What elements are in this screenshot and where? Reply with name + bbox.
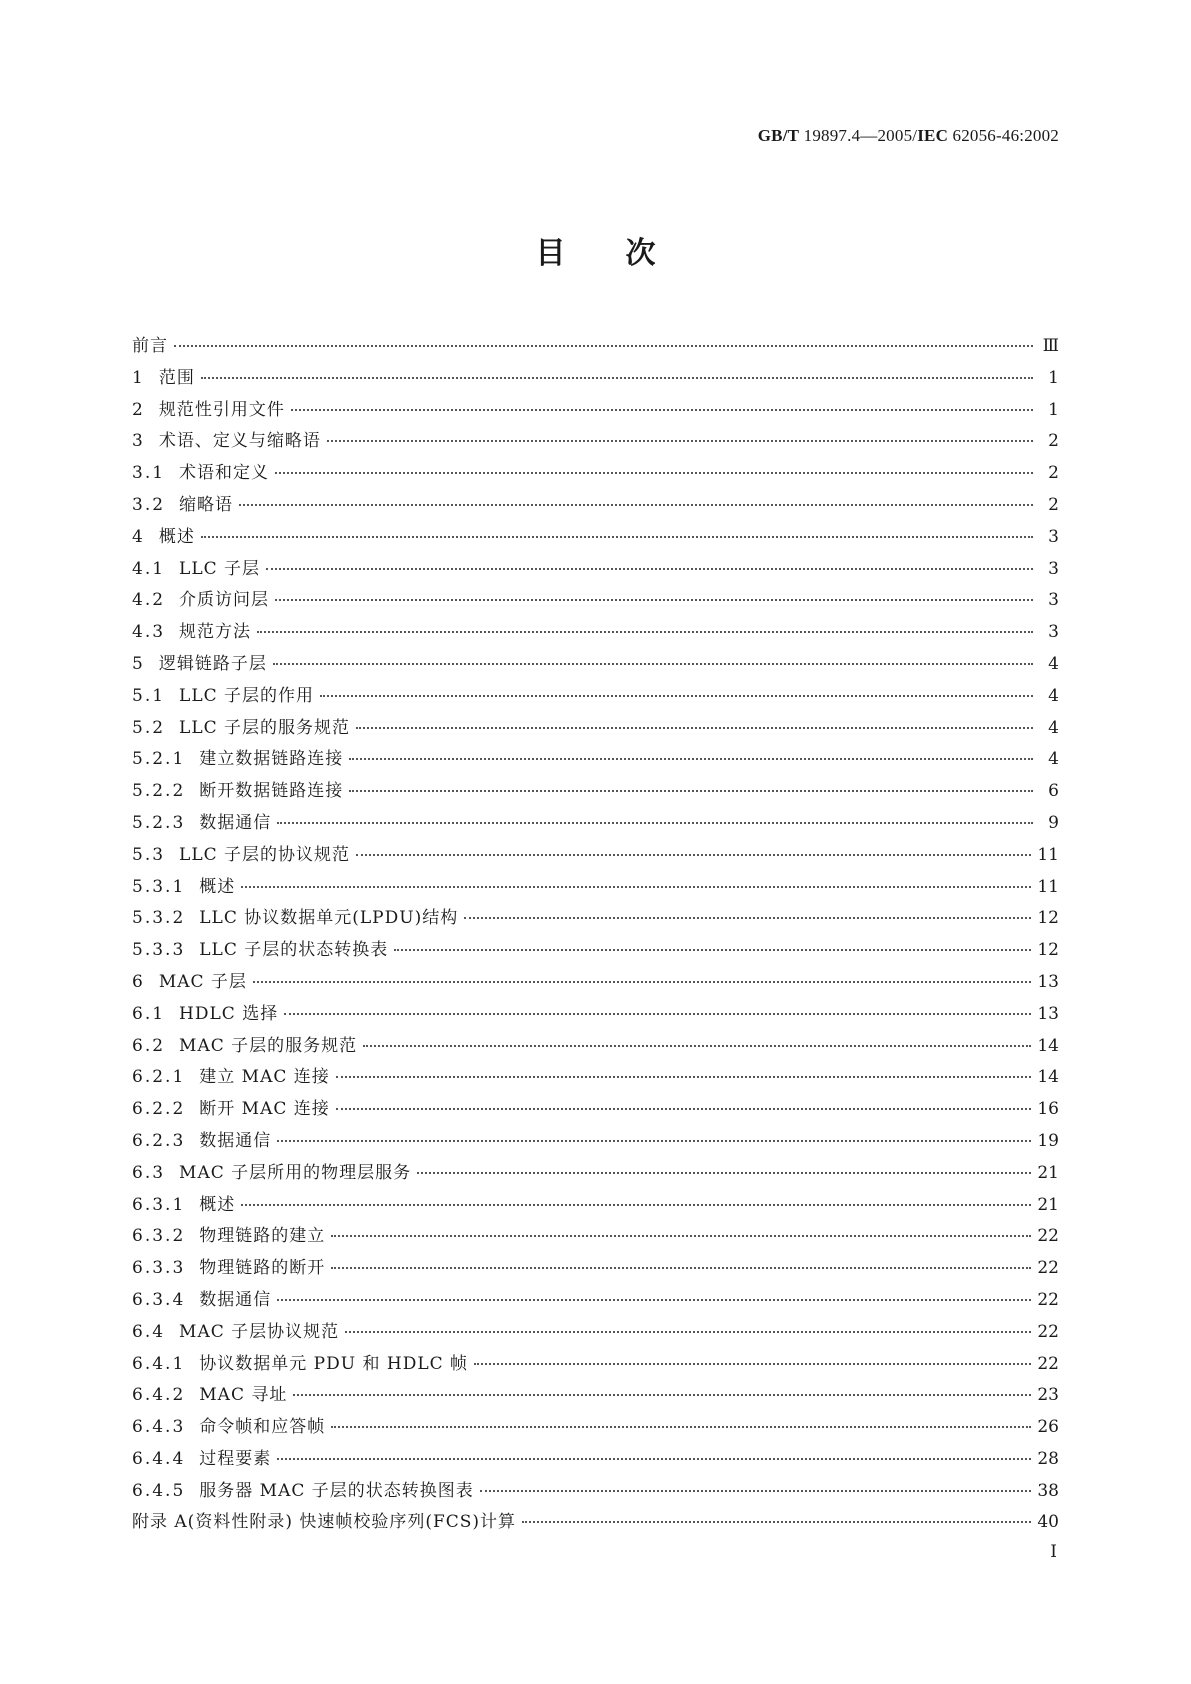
toc-entry-number: 6.2.2: [132, 1099, 186, 1120]
toc-entry-number: 3: [132, 431, 145, 452]
toc-entry-page: 28: [1037, 1448, 1059, 1469]
toc-entry-number: 6.4.1: [132, 1353, 186, 1374]
toc-entry-title: HDLC 选择: [179, 1003, 279, 1024]
toc-entry-title: MAC 子层协议规范: [179, 1321, 340, 1342]
toc-entry-title: 概述: [158, 526, 195, 547]
toc-entry-number: 6.1: [132, 1003, 166, 1024]
toc-entry-number: 3.1: [132, 463, 166, 484]
toc-entry-number: 6.2.3: [132, 1130, 186, 1151]
toc-dot-leader: [349, 740, 1033, 760]
toc-entry-title: MAC 子层的服务规范: [179, 1035, 358, 1056]
toc-entry-number: 1: [132, 367, 145, 388]
toc-entry-title: 概述: [199, 1194, 236, 1215]
toc-dot-leader: [277, 1281, 1031, 1301]
toc-entry-title: 物理链路的断开: [199, 1258, 326, 1279]
toc-entry-title: 概述: [199, 876, 236, 897]
toc-entry-title: 建立 MAC 连接: [199, 1067, 330, 1088]
toc-entry-number: 4.2: [132, 590, 166, 611]
toc-entry-number: 5.1: [132, 685, 166, 706]
toc-entry-title: 介质访问层: [179, 590, 270, 611]
toc-entry-title: LLC 子层的协议规范: [179, 844, 351, 865]
toc-dot-leader: [522, 1503, 1031, 1523]
toc-entry-page: 2: [1048, 463, 1059, 484]
toc-entry-number: 6.3.3: [132, 1258, 186, 1279]
toc-entry-title: MAC 子层所用的物理层服务: [179, 1162, 412, 1183]
toc-dot-leader: [356, 836, 1031, 856]
toc-entry-page: 14: [1037, 1035, 1059, 1056]
toc-entry[interactable]: [132, 1507, 1059, 1539]
toc-entry-number: 5.2.2: [132, 781, 186, 802]
toc-entry-title: 术语和定义: [179, 463, 270, 484]
toc-entry-page: 38: [1037, 1480, 1059, 1501]
toc-entry-page: 11: [1037, 876, 1059, 897]
toc-entry-page: Ⅲ: [1042, 336, 1059, 356]
toc-dot-leader: [174, 327, 1033, 347]
toc-entry-title: LLC 协议数据单元(LPDU)结构: [199, 908, 459, 929]
toc-dot-leader: [331, 1408, 1031, 1428]
toc-entry-page: 22: [1037, 1226, 1059, 1247]
toc-entry-page: 40: [1037, 1512, 1059, 1533]
toc-entry-number: 5: [132, 653, 145, 674]
toc-entry-number: 6.2.1: [132, 1067, 186, 1088]
toc-entry-page: 1: [1048, 367, 1059, 388]
standard-code: [758, 126, 1059, 146]
toc-entry-title: 前言: [132, 336, 168, 356]
toc-entry-page: 3: [1048, 590, 1059, 611]
toc-entry-number: 5.3.2: [132, 908, 186, 929]
toc-entry-page: 1: [1048, 399, 1059, 420]
standard-code-number: 19897.4—2005/: [799, 126, 918, 145]
toc-entry-number: 5.2: [132, 717, 166, 738]
toc-entry-page: 3: [1048, 622, 1059, 643]
toc-entry-page: 23: [1037, 1385, 1059, 1406]
toc-entry-number: 5.3.1: [132, 876, 186, 897]
toc-dot-leader: [277, 1122, 1031, 1142]
toc-entry-title: 命令帧和应答帧: [199, 1417, 326, 1438]
toc-entry-number: 5.3: [132, 844, 166, 865]
table-of-contents: [132, 331, 1059, 1539]
toc-entry-page: 11: [1037, 844, 1059, 865]
standard-code-prefix: GB/T: [757, 126, 800, 145]
toc-entry-number: 4: [132, 526, 145, 547]
toc-entry-title: 建立数据链路连接: [199, 749, 344, 770]
toc-dot-leader: [320, 677, 1033, 697]
toc-entry-title: 协议数据单元 PDU 和 HDLC 帧: [199, 1353, 469, 1374]
toc-dot-leader: [327, 422, 1033, 442]
toc-dot-leader: [363, 1027, 1031, 1047]
toc-entry-page: 22: [1037, 1289, 1059, 1310]
toc-dot-leader: [277, 1440, 1031, 1460]
toc-entry-number: 5.2.3: [132, 812, 186, 833]
toc-entry-number: 2: [132, 399, 145, 420]
toc-entry-title: 缩略语: [179, 494, 234, 515]
toc-entry-title: 逻辑链路子层: [158, 653, 267, 674]
toc-entry-page: 9: [1048, 812, 1059, 833]
toc-entry-number: 6.4.2: [132, 1385, 186, 1406]
toc-entry-page: 4: [1048, 717, 1059, 738]
toc-entry-page: 3: [1048, 558, 1059, 579]
toc-entry-title: 附录 A(资料性附录) 快速帧校验序列(FCS)计算: [132, 1512, 517, 1533]
toc-entry-page: 14: [1037, 1067, 1059, 1088]
toc-dot-leader: [356, 709, 1033, 729]
toc-dot-leader: [201, 518, 1033, 538]
toc-dot-leader: [241, 868, 1031, 888]
toc-entry-title: MAC 寻址: [199, 1385, 288, 1406]
toc-dot-leader: [417, 1154, 1031, 1174]
toc-entry-title: 过程要素: [199, 1448, 272, 1469]
toc-entry-page: 4: [1048, 685, 1059, 706]
toc-entry-number: 4.3: [132, 622, 166, 643]
toc-entry-title: LLC 子层的服务规范: [179, 717, 351, 738]
toc-entry-title: 数据通信: [199, 1130, 272, 1151]
toc-dot-leader: [277, 804, 1033, 824]
toc-entry-page: 13: [1037, 971, 1059, 992]
toc-entry-title: 范围: [158, 367, 195, 388]
page-number: I: [1050, 1542, 1057, 1562]
toc-entry-page: 21: [1037, 1194, 1059, 1215]
toc-dot-leader: [266, 550, 1033, 570]
toc-entry-title: 规范方法: [179, 622, 252, 643]
toc-entry-title: LLC 子层的作用: [179, 685, 315, 706]
toc-dot-leader: [239, 486, 1033, 506]
toc-entry-page: 16: [1037, 1099, 1059, 1120]
toc-dot-leader: [275, 581, 1033, 601]
toc-entry-page: 22: [1037, 1353, 1059, 1374]
toc-entry-number: 6.2: [132, 1035, 166, 1056]
toc-entry-title: 数据通信: [199, 1289, 272, 1310]
toc-dot-leader: [474, 1345, 1031, 1365]
toc-entry-page: 13: [1037, 1003, 1059, 1024]
toc-entry-page: 26: [1037, 1417, 1059, 1438]
toc-dot-leader: [275, 454, 1033, 474]
toc-entry-number: 6.4: [132, 1321, 166, 1342]
toc-entry-title: MAC 子层: [158, 971, 247, 992]
toc-entry-number: 6.3.2: [132, 1226, 186, 1247]
toc-entry-page: 2: [1048, 431, 1059, 452]
toc-entry-title: 服务器 MAC 子层的状态转换图表: [199, 1480, 474, 1501]
toc-entry-page: 4: [1048, 653, 1059, 674]
standard-code-iec-number: 62056-46:2002: [948, 126, 1059, 145]
toc-entry-page: 22: [1037, 1321, 1059, 1342]
toc-dot-leader: [273, 645, 1033, 665]
toc-dot-leader: [293, 1376, 1031, 1396]
toc-dot-leader: [331, 1249, 1031, 1269]
toc-entry-number: 6: [132, 971, 145, 992]
toc-entry-title: 术语、定义与缩略语: [158, 431, 321, 452]
toc-dot-leader: [394, 931, 1031, 951]
standard-code-iec: IEC: [917, 126, 949, 145]
toc-entry-number: 4.1: [132, 558, 166, 579]
toc-dot-leader: [257, 613, 1033, 633]
toc-entry-number: 6.4.3: [132, 1417, 186, 1438]
toc-entry-number: 6.3.1: [132, 1194, 186, 1215]
toc-entry-page: 3: [1048, 526, 1059, 547]
toc-entry-title: 断开数据链路连接: [199, 781, 344, 802]
toc-entry-number: 5.3.3: [132, 940, 186, 961]
toc-entry-title: 数据通信: [199, 812, 272, 833]
toc-dot-leader: [336, 1090, 1032, 1110]
toc-dot-leader: [480, 1472, 1032, 1492]
toc-entry-title: 规范性引用文件: [158, 399, 285, 420]
toc-entry-page: 22: [1037, 1258, 1059, 1279]
toc-dot-leader: [201, 359, 1033, 379]
toc-entry-number: 6.3: [132, 1162, 166, 1183]
toc-entry-page: 2: [1048, 494, 1059, 515]
toc-entry-number: 5.2.1: [132, 749, 186, 770]
toc-dot-leader: [331, 1217, 1031, 1237]
toc-entry-page: 4: [1048, 749, 1059, 770]
toc-dot-leader: [345, 1313, 1031, 1333]
toc-entry-number: 6.4.5: [132, 1480, 186, 1501]
toc-entry-number: 6.3.4: [132, 1289, 186, 1310]
toc-entry-page: 6: [1048, 781, 1059, 802]
toc-dot-leader: [253, 963, 1031, 983]
toc-entry-number: 3.2: [132, 494, 166, 515]
toc-entry-page: 12: [1037, 940, 1059, 961]
toc-entry-title: 物理链路的建立: [199, 1226, 326, 1247]
toc-entry-title: LLC 子层: [179, 558, 261, 579]
toc-entry-page: 21: [1037, 1162, 1059, 1183]
toc-entry-title: LLC 子层的状态转换表: [199, 940, 389, 961]
toc-entry-page: 12: [1037, 908, 1059, 929]
toc-entry-page: 19: [1037, 1130, 1059, 1151]
toc-dot-leader: [291, 391, 1033, 411]
toc-dot-leader: [464, 899, 1031, 919]
page-title: 目次: [535, 236, 716, 271]
toc-entry-title: 断开 MAC 连接: [199, 1099, 330, 1120]
toc-dot-leader: [284, 995, 1031, 1015]
toc-entry-number: 6.4.4: [132, 1448, 186, 1469]
toc-dot-leader: [241, 1186, 1031, 1206]
toc-dot-leader: [349, 772, 1033, 792]
toc-dot-leader: [336, 1058, 1032, 1078]
